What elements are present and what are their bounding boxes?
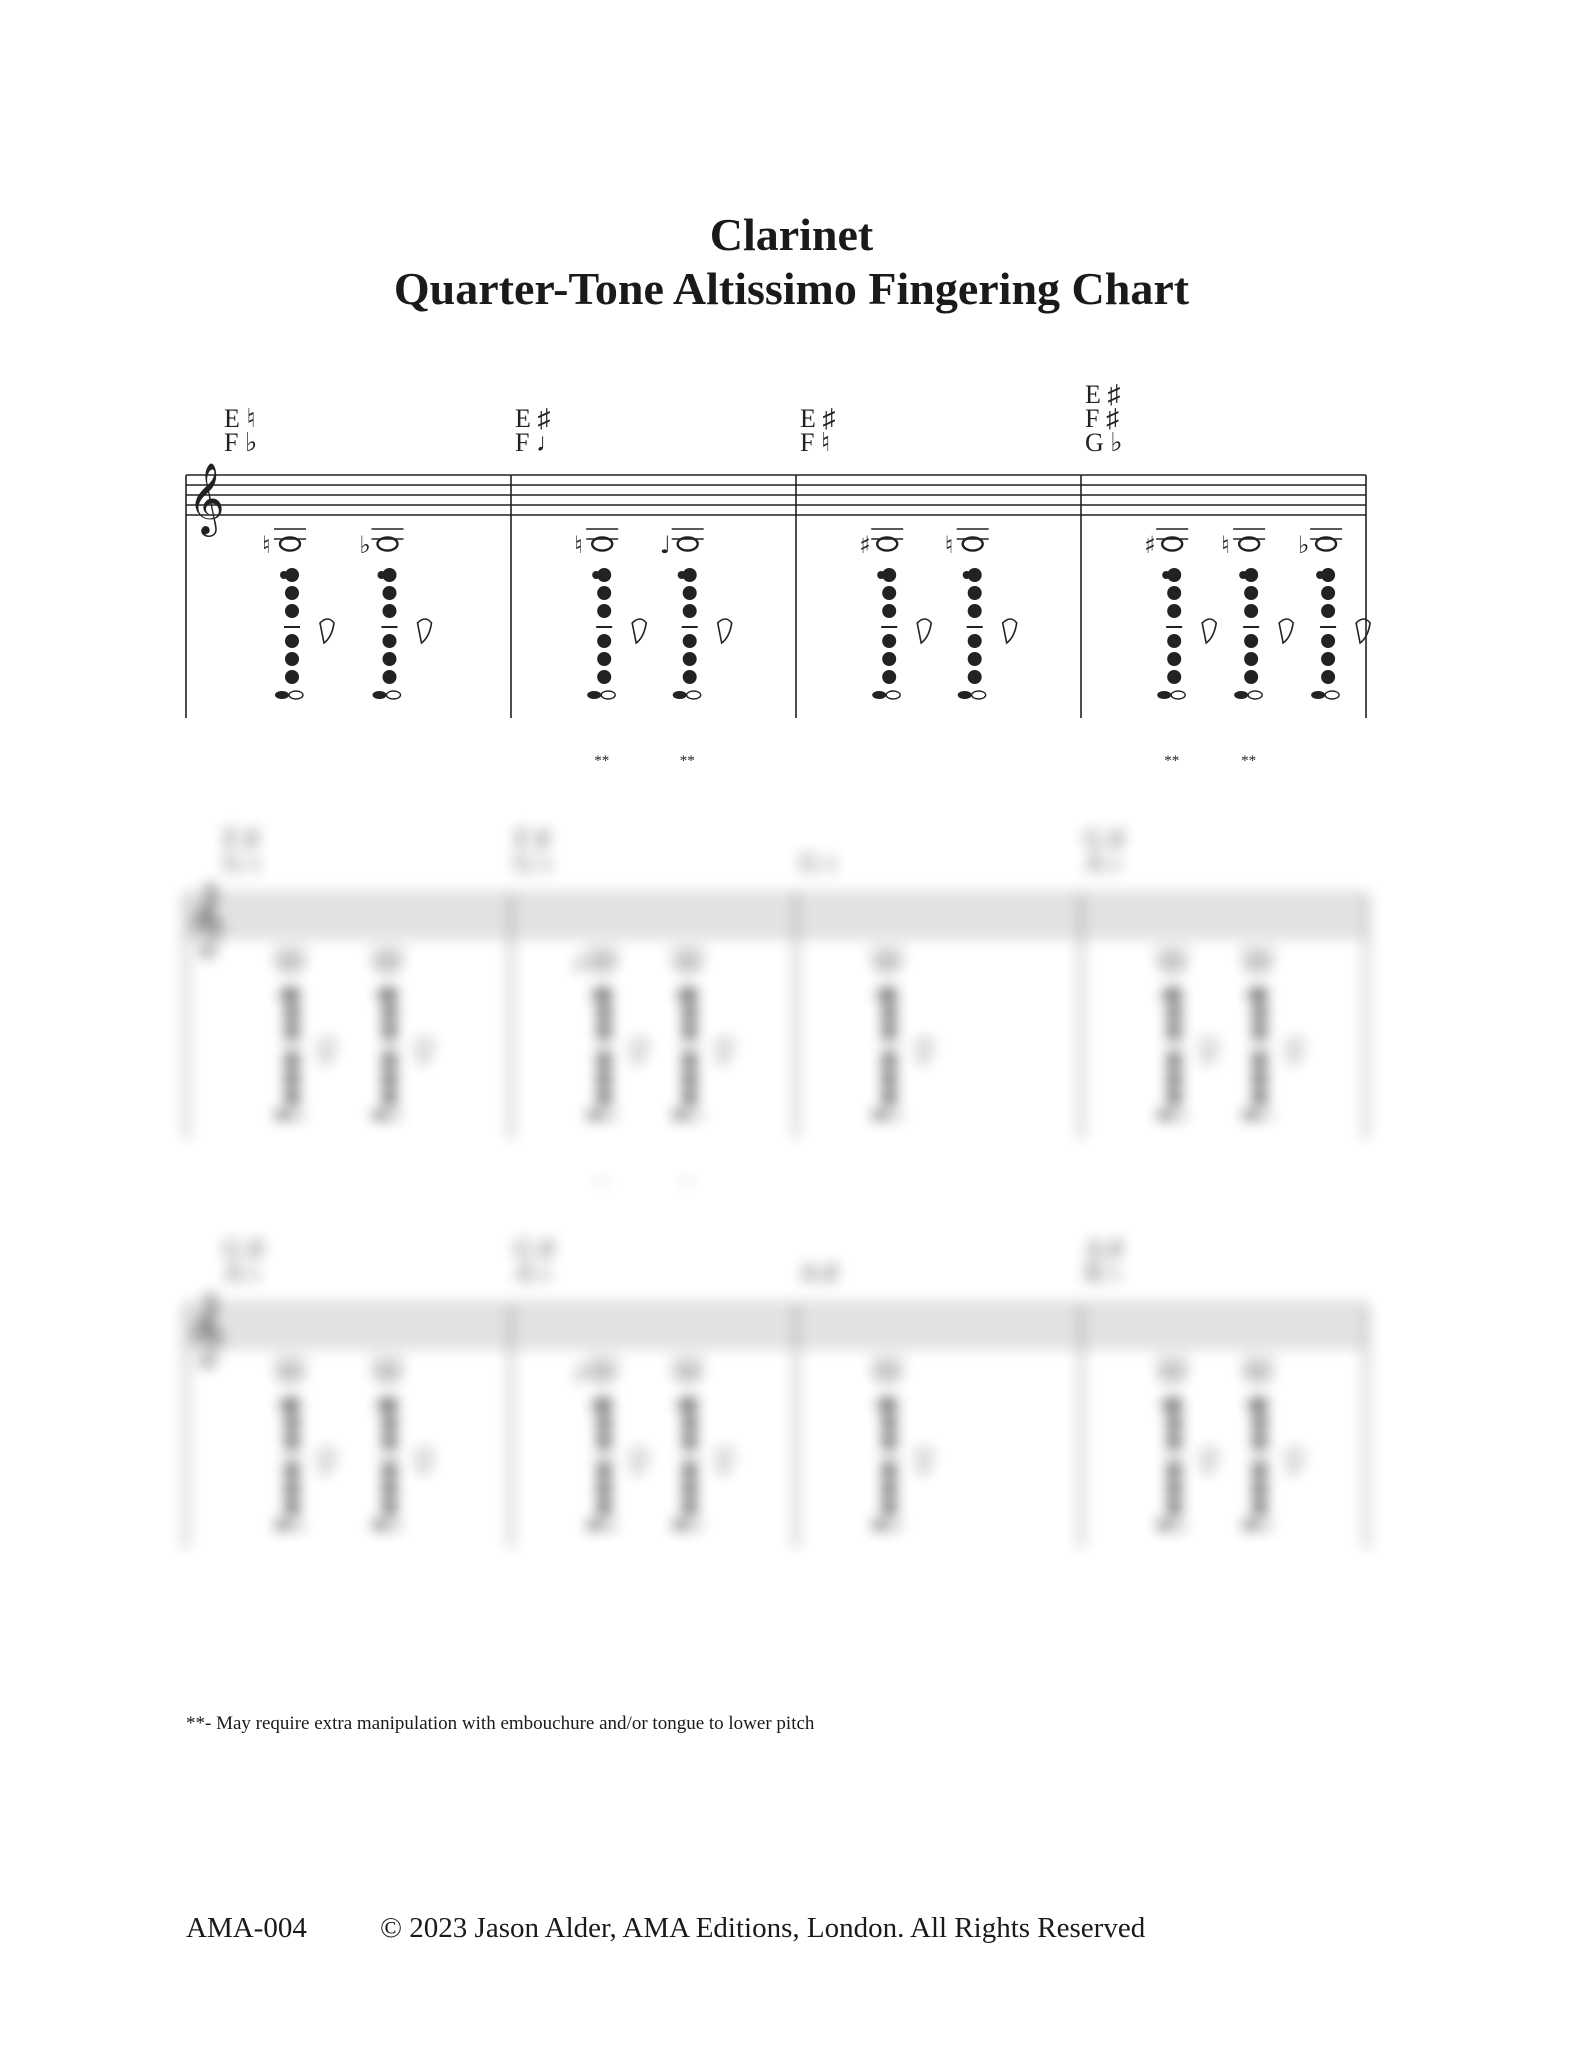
tone-hole-closed: [882, 1398, 896, 1412]
side-key-icon: [1003, 619, 1017, 643]
tone-hole-closed: [597, 568, 611, 582]
accidental-glyph: ♮: [944, 531, 954, 559]
pinky-key-icon: [275, 691, 289, 699]
tone-hole-closed: [968, 634, 982, 648]
pitch-label: A ♭: [515, 1258, 552, 1287]
pitch-label: E ♯: [800, 404, 836, 433]
tone-hole-closed: [1167, 1006, 1181, 1020]
footnote-marker: **: [679, 753, 695, 769]
tone-hole-closed: [285, 634, 299, 648]
side-key-icon: [320, 619, 334, 643]
pinky-key-icon: [1243, 1111, 1257, 1119]
tone-hole-closed: [383, 1072, 397, 1086]
pinky-key-icon: [1157, 1111, 1171, 1119]
side-key-icon: [632, 1039, 646, 1063]
tone-hole-closed: [1167, 1024, 1181, 1038]
pinky-key-icon: [1248, 691, 1262, 699]
tone-hole-closed: [383, 1090, 397, 1104]
tone-hole-closed: [1167, 634, 1181, 648]
pinky-key-icon: [673, 1521, 687, 1529]
side-key-icon: [418, 1449, 432, 1473]
footnote-marker: **: [594, 753, 610, 769]
accidental-glyph: ♯: [859, 531, 871, 559]
tone-hole-closed: [383, 1500, 397, 1514]
pinky-key-icon: [1171, 1111, 1185, 1119]
pitch-label: F ♯: [1085, 404, 1119, 433]
staff-system-2: [186, 815, 1374, 1195]
tone-hole-closed: [1253, 1006, 1267, 1020]
tone-hole-closed: [1167, 1464, 1181, 1478]
pitch-label: G ♯: [1085, 824, 1124, 853]
tone-hole-closed: [968, 568, 982, 582]
tone-hole-closed: [285, 1024, 299, 1038]
tone-hole-closed: [683, 568, 697, 582]
pitch-label: G ♯: [224, 1234, 263, 1263]
tone-hole-closed: [383, 1482, 397, 1496]
tone-hole-closed: [1167, 604, 1181, 618]
tone-hole-closed: [968, 652, 982, 666]
tone-hole-closed: [597, 1398, 611, 1412]
side-key-icon: [418, 619, 432, 643]
pinky-key-icon: [373, 691, 387, 699]
tone-hole-closed: [1321, 652, 1335, 666]
tone-hole-closed: [1244, 586, 1258, 600]
staff-system-3: [186, 1225, 1374, 1605]
pitch-label: B ♭: [1085, 1258, 1122, 1287]
tone-hole-closed: [1253, 1024, 1267, 1038]
tone-hole-closed: [383, 988, 397, 1002]
copyright-notice: © 2023 Jason Alder, AMA Editions, London. All Rights Reserved: [380, 1912, 1146, 1944]
pinky-key-icon: [275, 1111, 289, 1119]
tone-hole-closed: [597, 988, 611, 1002]
pinky-key-icon: [373, 1111, 387, 1119]
tone-hole-closed: [285, 988, 299, 1002]
tone-hole-closed: [1244, 604, 1258, 618]
tone-hole-closed: [683, 1398, 697, 1412]
tone-hole-closed: [1167, 1500, 1181, 1514]
tone-hole-closed: [383, 604, 397, 618]
tone-hole-closed: [1253, 1482, 1267, 1496]
tone-hole-closed: [1167, 568, 1181, 582]
tone-hole-closed: [1321, 670, 1335, 684]
pinky-key-icon: [1311, 691, 1325, 699]
pitch-label: A ♯: [1085, 1234, 1122, 1263]
pinky-key-icon: [958, 691, 972, 699]
pinky-key-icon: [601, 691, 615, 699]
staff-svg: [186, 380, 1374, 775]
pinky-key-icon: [601, 1111, 615, 1119]
tone-hole-closed: [597, 1482, 611, 1496]
pinky-key-icon: [886, 1521, 900, 1529]
tone-hole-closed: [882, 1500, 896, 1514]
tone-hole-closed: [285, 1072, 299, 1086]
side-key-icon: [632, 1449, 646, 1473]
accidental-glyph: ♭: [1298, 531, 1310, 559]
tone-hole-closed: [285, 652, 299, 666]
pinky-key-icon: [387, 691, 401, 699]
tone-hole-closed: [882, 568, 896, 582]
tone-hole-closed: [1321, 586, 1335, 600]
tone-hole-closed: [1167, 652, 1181, 666]
treble-clef-icon: 𝄞: [188, 461, 225, 534]
pinky-key-icon: [886, 691, 900, 699]
tone-hole-closed: [597, 1006, 611, 1020]
tone-hole-closed: [882, 1416, 896, 1430]
pitch-label: F ♯: [515, 824, 549, 853]
pitch-label: F ♭: [224, 428, 258, 457]
tone-hole-closed: [1167, 1434, 1181, 1448]
tone-hole-closed: [1253, 1464, 1267, 1478]
tone-hole-closed: [597, 1416, 611, 1430]
tone-hole-closed: [1253, 1054, 1267, 1068]
pinky-key-icon: [687, 1521, 701, 1529]
tone-hole-closed: [383, 1464, 397, 1478]
accidental-glyph: ♮: [574, 531, 583, 559]
tone-hole-closed: [882, 634, 896, 648]
side-key-icon: [917, 619, 931, 643]
pitch-label: G ♭: [515, 848, 553, 877]
treble-clef-icon: 𝄞: [188, 1291, 225, 1364]
pinky-key-icon: [972, 691, 986, 699]
side-key-icon: [1202, 619, 1216, 643]
tone-hole-closed: [597, 1024, 611, 1038]
tone-hole-closed: [1253, 1500, 1267, 1514]
tone-hole-closed: [1253, 1434, 1267, 1448]
side-key-icon: [1279, 619, 1293, 643]
tone-hole-closed: [882, 1072, 896, 1086]
tone-hole-closed: [882, 1464, 896, 1478]
tone-hole-closed: [683, 1006, 697, 1020]
pitch-label: G ♭: [224, 848, 262, 877]
tone-hole-closed: [968, 586, 982, 600]
pinky-key-icon: [289, 1111, 303, 1119]
pinky-key-icon: [872, 1521, 886, 1529]
pinky-key-icon: [387, 1111, 401, 1119]
pinky-key-icon: [1325, 691, 1339, 699]
tone-hole-closed: [597, 1090, 611, 1104]
pitch-label: E ♯: [515, 404, 551, 433]
tone-hole-closed: [683, 988, 697, 1002]
tone-hole-closed: [285, 568, 299, 582]
pitch-label: E ♮: [224, 404, 256, 433]
side-key-icon: [917, 1039, 931, 1063]
tone-hole-closed: [1167, 1054, 1181, 1068]
pinky-key-icon: [1171, 1521, 1185, 1529]
tone-hole-closed: [1244, 634, 1258, 648]
pinky-key-icon: [587, 1111, 601, 1119]
tone-hole-closed: [1253, 988, 1267, 1002]
tone-hole-closed: [285, 1482, 299, 1496]
tone-hole-closed: [1167, 988, 1181, 1002]
accidental-glyph: ♯: [1144, 531, 1156, 559]
tone-hole-closed: [1253, 1090, 1267, 1104]
tone-hole-closed: [285, 1054, 299, 1068]
tone-hole-closed: [597, 604, 611, 618]
pinky-key-icon: [687, 691, 701, 699]
accidental-glyph: ♩: [659, 531, 672, 559]
staff-svg: [186, 1225, 1374, 1605]
side-key-icon: [1202, 1449, 1216, 1473]
tone-hole-closed: [285, 1006, 299, 1020]
tone-hole-closed: [683, 1434, 697, 1448]
pinky-key-icon: [1171, 691, 1185, 699]
tone-hole-closed: [285, 604, 299, 618]
tone-hole-closed: [683, 1482, 697, 1496]
pinky-key-icon: [872, 691, 886, 699]
tone-hole-closed: [1244, 568, 1258, 582]
tone-hole-closed: [383, 568, 397, 582]
accidental-glyph: ♮: [1221, 531, 1230, 559]
tone-hole-closed: [597, 1072, 611, 1086]
side-key-icon: [418, 1039, 432, 1063]
pitch-label: A ♭: [224, 1258, 261, 1287]
tone-hole-closed: [597, 586, 611, 600]
page-subtitle: Quarter-Tone Altissimo Fingering Chart: [393, 263, 1190, 314]
staff-system-1: [186, 380, 1374, 775]
accidental-glyph: ♮: [262, 531, 271, 559]
tone-hole-closed: [285, 1500, 299, 1514]
tone-hole-closed: [383, 1416, 397, 1430]
tone-hole-closed: [882, 1090, 896, 1104]
pinky-key-icon: [587, 691, 601, 699]
pinky-key-icon: [673, 1111, 687, 1119]
tone-hole-closed: [597, 670, 611, 684]
pinky-key-icon: [1157, 691, 1171, 699]
tone-hole-closed: [1244, 670, 1258, 684]
pinky-key-icon: [289, 691, 303, 699]
tone-hole-closed: [683, 634, 697, 648]
tone-hole-closed: [683, 1416, 697, 1430]
tone-hole-closed: [882, 988, 896, 1002]
tone-hole-closed: [882, 1006, 896, 1020]
tone-hole-closed: [597, 652, 611, 666]
side-key-icon: [320, 1039, 334, 1063]
tone-hole-closed: [882, 652, 896, 666]
tone-hole-closed: [1321, 634, 1335, 648]
pitch-label: F ♮: [800, 428, 831, 457]
tone-hole-closed: [597, 1500, 611, 1514]
tone-hole-closed: [968, 670, 982, 684]
side-key-icon: [1356, 619, 1370, 643]
pinky-key-icon: [601, 1521, 615, 1529]
tone-hole-closed: [683, 1500, 697, 1514]
pitch-label: G ♭: [1085, 428, 1123, 457]
footnote: **- May require extra manipulation with embouchure and/or tongue to lower pitch: [186, 1713, 815, 1734]
tone-hole-closed: [597, 634, 611, 648]
tone-hole-closed: [1321, 568, 1335, 582]
pinky-key-icon: [872, 1111, 886, 1119]
footnote-marker: —: [679, 1173, 695, 1189]
tone-hole-closed: [683, 604, 697, 618]
tone-hole-closed: [383, 1006, 397, 1020]
tone-hole-closed: [1167, 1090, 1181, 1104]
tone-hole-closed: [683, 1464, 697, 1478]
tone-hole-closed: [683, 1054, 697, 1068]
tone-hole-closed: [285, 1398, 299, 1412]
side-key-icon: [632, 619, 646, 643]
tone-hole-closed: [1253, 1416, 1267, 1430]
tone-hole-closed: [597, 1434, 611, 1448]
tone-hole-closed: [1244, 652, 1258, 666]
side-key-icon: [320, 1449, 334, 1473]
tone-hole-closed: [1167, 1398, 1181, 1412]
tone-hole-closed: [1167, 1072, 1181, 1086]
tone-hole-closed: [968, 604, 982, 618]
tone-hole-closed: [383, 634, 397, 648]
side-key-icon: [1288, 1039, 1302, 1063]
tone-hole-closed: [383, 1398, 397, 1412]
tone-hole-closed: [683, 1090, 697, 1104]
footnote-marker: **: [1164, 753, 1180, 769]
pinky-key-icon: [1157, 1521, 1171, 1529]
staff-svg: [186, 815, 1374, 1195]
tone-hole-closed: [1253, 1072, 1267, 1086]
pinky-key-icon: [1243, 1521, 1257, 1529]
pinky-key-icon: [289, 1521, 303, 1529]
tone-hole-closed: [285, 586, 299, 600]
tone-hole-closed: [882, 1024, 896, 1038]
pitch-label: G ♭: [800, 848, 838, 877]
tone-hole-closed: [1253, 1398, 1267, 1412]
tone-hole-closed: [285, 1434, 299, 1448]
page-title: Clarinet: [709, 209, 874, 260]
tone-hole-closed: [683, 652, 697, 666]
tone-hole-closed: [285, 1416, 299, 1430]
pinky-key-icon: [673, 691, 687, 699]
pinky-key-icon: [1257, 1521, 1271, 1529]
side-key-icon: [917, 1449, 931, 1473]
tone-hole-closed: [383, 1024, 397, 1038]
tone-hole-closed: [683, 1072, 697, 1086]
tone-hole-closed: [683, 586, 697, 600]
pinky-key-icon: [387, 1521, 401, 1529]
tone-hole-closed: [1167, 670, 1181, 684]
pitch-label: A ♭: [1085, 848, 1122, 877]
pinky-key-icon: [275, 1521, 289, 1529]
side-key-icon: [718, 1449, 732, 1473]
footnote-marker: **: [1241, 753, 1257, 769]
tone-hole-closed: [882, 586, 896, 600]
pinky-key-icon: [587, 1521, 601, 1529]
footnote-marker: —: [594, 1173, 610, 1189]
accidental-glyph: ♯: [574, 1361, 586, 1389]
tone-hole-closed: [683, 670, 697, 684]
tone-hole-closed: [683, 1024, 697, 1038]
pinky-key-icon: [1257, 1111, 1271, 1119]
pitch-label: F ♩: [515, 428, 562, 457]
tone-hole-closed: [597, 1054, 611, 1068]
pitch-label: E ♯: [1085, 380, 1121, 409]
side-key-icon: [1202, 1039, 1216, 1063]
tone-hole-closed: [285, 670, 299, 684]
tone-hole-closed: [383, 670, 397, 684]
side-key-icon: [718, 1039, 732, 1063]
tone-hole-closed: [1321, 604, 1335, 618]
tone-hole-closed: [882, 1482, 896, 1496]
pinky-key-icon: [687, 1111, 701, 1119]
accidental-glyph: ♯: [574, 951, 586, 979]
tone-hole-closed: [285, 1464, 299, 1478]
pinky-key-icon: [886, 1111, 900, 1119]
side-key-icon: [718, 619, 732, 643]
tone-hole-closed: [383, 1054, 397, 1068]
tone-hole-closed: [383, 652, 397, 666]
pitch-label: A ♯: [800, 1258, 837, 1287]
tone-hole-closed: [882, 604, 896, 618]
tone-hole-closed: [383, 1434, 397, 1448]
tone-hole-closed: [882, 670, 896, 684]
tone-hole-closed: [383, 586, 397, 600]
tone-hole-closed: [1167, 1416, 1181, 1430]
tone-hole-closed: [597, 1464, 611, 1478]
tone-hole-closed: [1167, 586, 1181, 600]
treble-clef-icon: 𝄞: [188, 881, 225, 954]
accidental-glyph: ♭: [359, 531, 371, 559]
side-key-icon: [1288, 1449, 1302, 1473]
tone-hole-closed: [882, 1434, 896, 1448]
pinky-key-icon: [1234, 691, 1248, 699]
pitch-label: F ♯: [224, 824, 258, 853]
pitch-label: G ♯: [515, 1234, 554, 1263]
pinky-key-icon: [373, 1521, 387, 1529]
tone-hole-closed: [1167, 1482, 1181, 1496]
catalog-code: AMA-004: [186, 1912, 307, 1944]
tone-hole-closed: [882, 1054, 896, 1068]
tone-hole-closed: [285, 1090, 299, 1104]
